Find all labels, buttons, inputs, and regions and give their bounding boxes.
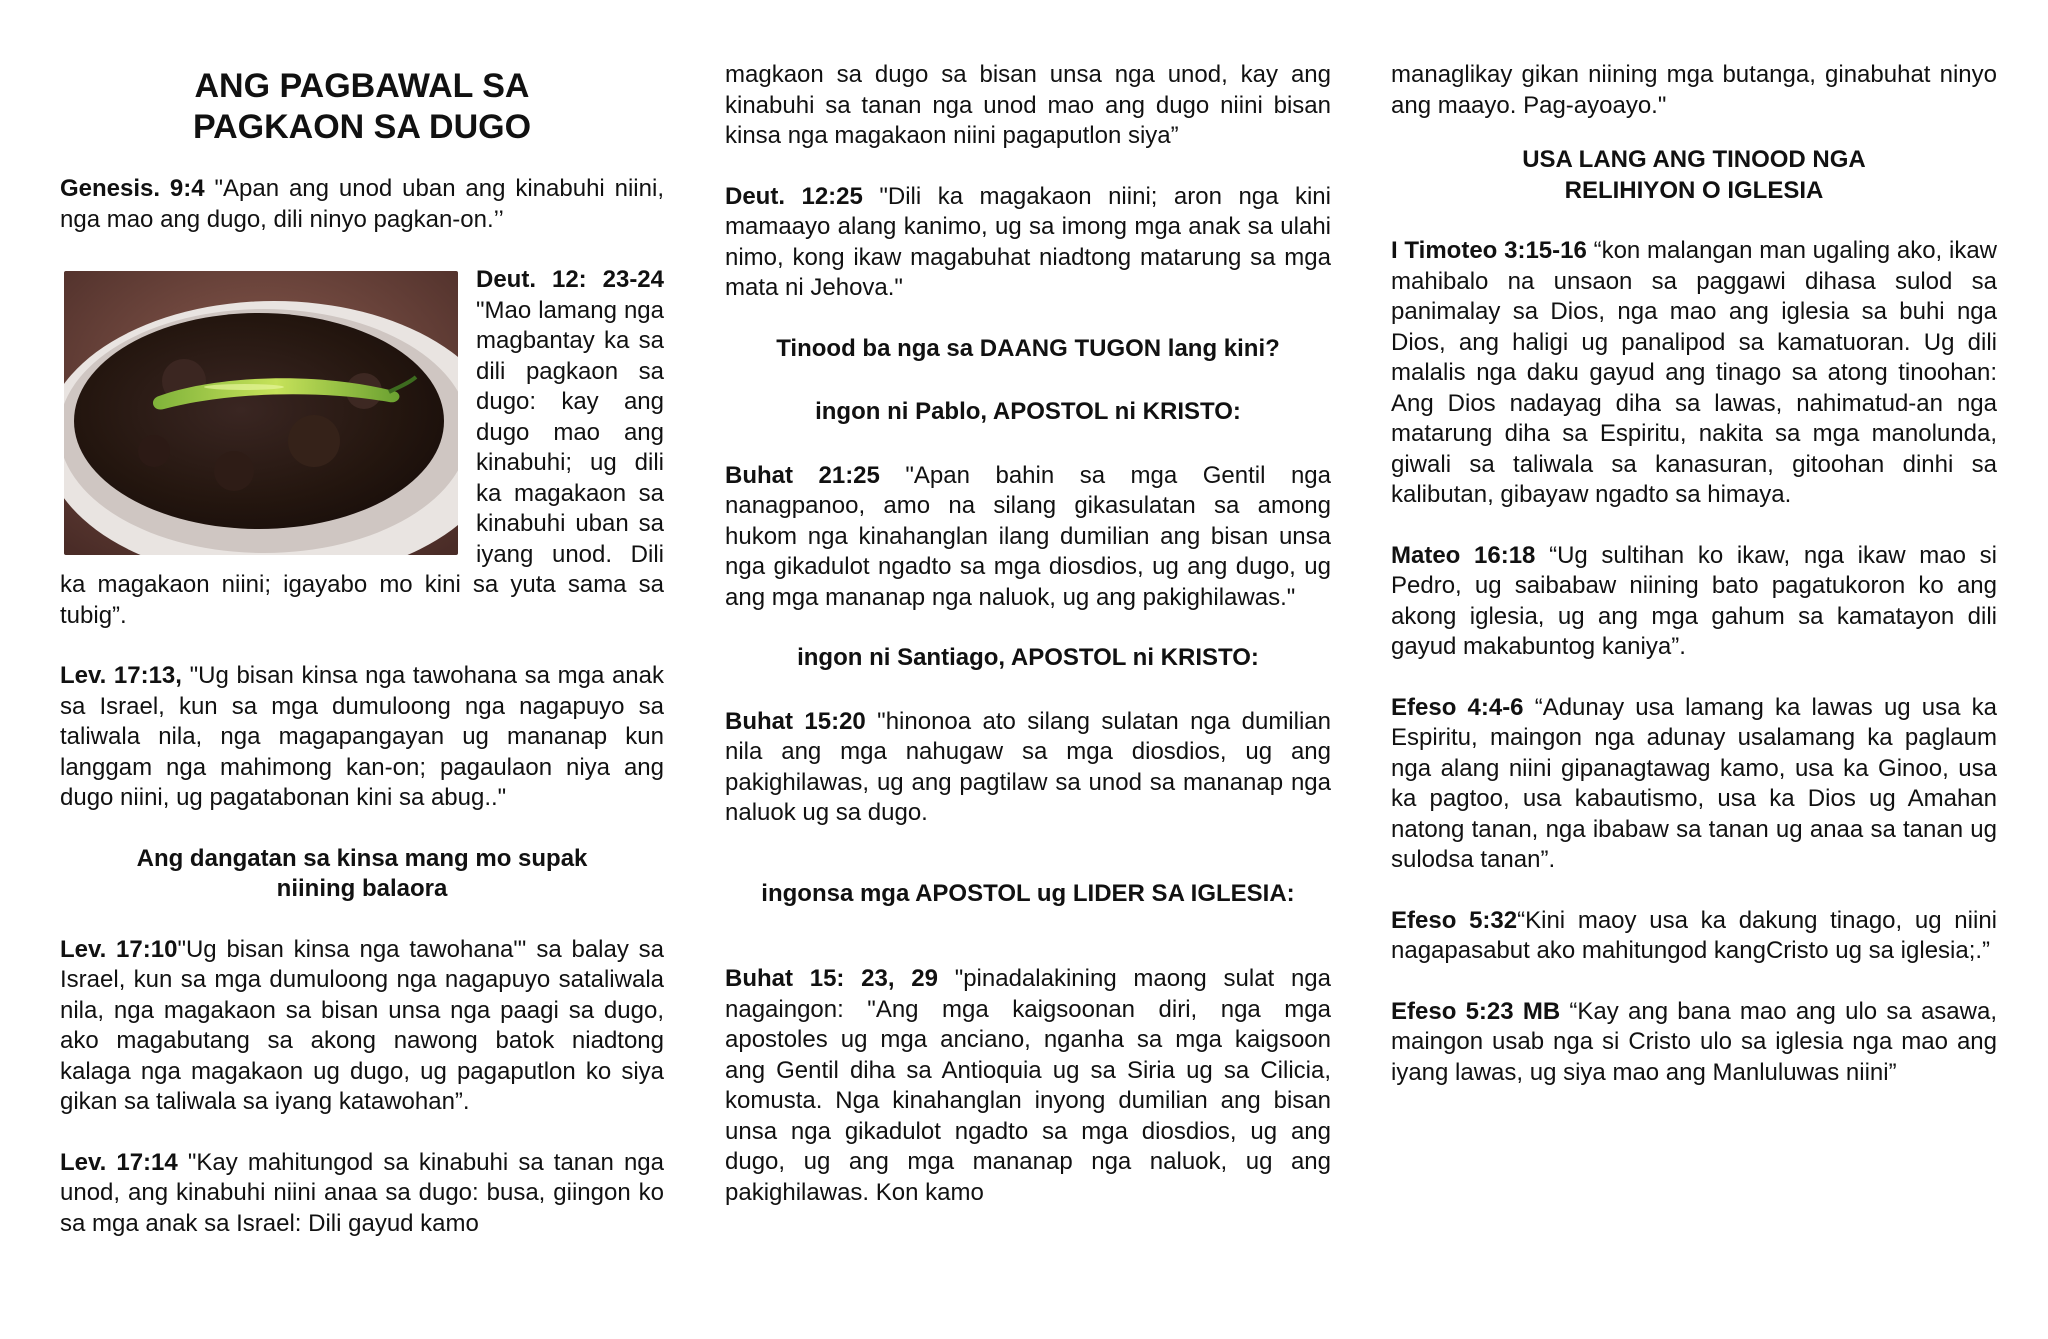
verse-reference: Buhat 15: 23, 29: [725, 965, 938, 992]
verse-lev-17-14: [60, 1148, 664, 1240]
section-heading-tinood: Tinood ba nga sa DAANG TUGON lang kini?: [776, 334, 1280, 362]
verse-timoteo: [1391, 236, 1997, 511]
verse-text: “Kay ang bana mao ang ulo sa asawa, maingon usab nga si Cristo ulo sa iglesia nga mao ang iyang lawas, ug siya mao ang Manluluwas niini”: [1391, 997, 1997, 1086]
verse-lev-17-13: [60, 661, 664, 814]
verse-reference: Lev. 17:10: [60, 935, 178, 963]
verse-reference: Mateo 16:18: [1391, 541, 1536, 569]
verse-reference: Lev. 17:13,: [60, 662, 182, 689]
verse-text: "pinadalakining maong sulat nga nagaingon: "Ang mga kaigsoonan diri, nga mga apostoles ug mga anciano, nganha sa mga kaigsoon ang Gentil diha sa Antioquia ug sa Siria ug sa Cilicia, komusta. Nga kinahanglan inyong dumilian ang bisan unsa nga gikadulot ngadto sa mga diosdios, ug ang dugo, ug ang mga mananap nga naluok, ug ang pakighilawas. Kon kamo: [725, 965, 1331, 1206]
verse-reference: Deut. 12:25: [725, 182, 863, 210]
verse-reference: Lev. 17:14: [60, 1148, 178, 1176]
verse-text: “Kini maoy usa ka dakung tinago, ug niini nagapasabut ako mahitungod kangCristo ug sa iglesia;.”: [1391, 906, 1997, 964]
verse-efeso-5-32: [1391, 906, 1997, 967]
verse-text: “Adunay usa lamang ka lawas ug usa ka Espiritu, maingon nga adunay usalamang ka paglaum nga alang niini gipanagtawag kamo, usa ka Ginoo, usa ka pagtoo, usa kabautismo, usa ka Dios ug Amahan natong tanan, nga ibabaw sa tanan ug anaa sa tanan ug sulodsa tanan”.: [1391, 693, 1997, 873]
verse-text: "Ug bisan kinsa nga tawohana sa mga anak sa Israel, kun sa mga dumuloong nga nagapuyo sa taliwala nila, nga magapangayan ug mananap kun langgam nga mahimong kan-on; pagaulaon niya ang dugo niini, ug pagatabonan kini sa abug..": [60, 662, 664, 811]
section-heading-dangatan: [60, 844, 664, 905]
verse-lev-17-10: [60, 935, 664, 1118]
verse-text: "Apan ang unod uban ang kinabuhi niini, nga mao ang dugo, dili ninyo pagkan-on.’’: [60, 175, 664, 233]
verse-efeso-5-23: [1391, 997, 1997, 1089]
verse-text: "Ug bisan kinsa nga tawohana"' sa balay sa Israel, kun sa mga dumuloong nga nagapuyo sataliwala nila, nga magakaon sa bisan unsa nga paagi sa dugo, ako magabutang sa akong nawong batok niadtong kalaga nga magakaon ug dugo, ug pagaputlon ko siya gikan sa taliwala sa iyang katawohan”.: [60, 935, 664, 1115]
verse-text: “kon malangan man ugaling ako, ikaw mahibalo na unsaon sa paggawi dihasa sulod sa panimalay sa Dios, nga mao ang iglesia sa buhi nga Dios, ang haligi ug panalipod sa kamatuoran. Ug dili malalis nga daku gayud ang tinago sa atong tinoohan: Ang Dios nadayag diha sa lawas, nahimatud-an nga matarung diha sa Espiritu, nakita sa mga manolunda, giwali sa taliwala sa kanasuran, gitoohan dinhi sa kalibutan, gibayaw ngadto sa himaya.: [1391, 237, 1997, 508]
verse-reference: Efeso 4:4-6: [1391, 693, 1524, 721]
verse-text: “Ug sultihan ko ikaw, nga ikaw mao si Pedro, ug saibabaw niining bato pagatukoron ko ang akong iglesia, ug ang mga gahum sa kamatayon dili gayud makabuntog kaniya”.: [1391, 541, 1998, 660]
verse-buhat-15-23: [725, 964, 1331, 1208]
verse-reference: Efeso 5:32: [1391, 906, 1518, 934]
verse-text: "Dili ka magakaon niini; aron nga kini mamaayo alang kanimo, ug sa imong mga anak sa ulahi nimo, kong ikaw magabuhat niadtong matarung sa mga mata ni Jehova.": [725, 182, 1331, 301]
heading-line-1: USA LANG ANG TINOOD NGA: [1522, 146, 1866, 173]
verse-reference: Genesis. 9:4: [60, 175, 205, 202]
heading-line-1: Ang dangatan sa kinsa mang mo supak: [136, 844, 588, 872]
verse-deut-12-23: [60, 265, 664, 631]
verse-reference: Buhat 21:25: [725, 461, 880, 489]
verse-continuation: magkaon sa dugo sa bisan unsa nga unod, kay ang kinabuhi sa tanan nga unod mao ang dugo niini bisan kinsa nga magakaon niini pagaputlon siya”: [725, 61, 1331, 149]
column-1: [60, 60, 664, 1269]
dinuguan-photo: [64, 271, 458, 555]
title-line-1: ANG PAGBAWAL SA: [194, 67, 530, 105]
column-3: [1391, 60, 1997, 1118]
heading-line-2: niining balaora: [276, 875, 448, 902]
section-heading-apostol: ingonsa mga APOSTOL ug LIDER SA IGLESIA:: [761, 879, 1295, 907]
verse-reference: I Timoteo 3:15-16: [1391, 237, 1587, 264]
verse-mateo: [1391, 541, 1997, 663]
verse-text: "Kay mahitungod sa kinabuhi sa tanan nga unod, ang kinabuhi niini anaa sa dugo: busa, giingon ko sa mga anak sa Israel: Dili gayud kamo: [60, 1148, 664, 1237]
verse-deut-12-25: [725, 182, 1331, 304]
document-title: [60, 66, 664, 148]
verse-genesis: [60, 174, 664, 235]
verse-reference: Efeso 5:23 MB: [1391, 997, 1561, 1025]
verse-reference: Deut. 12: 23-24: [476, 266, 664, 293]
verse-text: "Apan bahin sa mga Gentil nga nanagpanoo, amo na silang gikasulatan sa among hukom nga kinahanglan ilang dumilian ang bisan unsa nga gikadulot ngadto sa mga diosdios, ug ang dugo, ug ang mga mananap nga naluok, ug ang pakighilawas.": [725, 461, 1332, 611]
verse-text: "hinonoa ato silang sulatan nga dumilian nila ang mga nahugaw sa mga diosdios, ug ang pakighilawas, ug ang pagtilaw sa unod sa mananap nga naluok ug sa dugo.: [725, 707, 1332, 826]
verse-text: "Mao lamang nga magbantay ka sa dili pagkaon sa dugo: kay ang dugo mao ang kinabuhi; ug dili ka magakaon sa kinabuhi uban sa iyang unod. Dili ka magakaon niini; igayabo mo kini sa yuta sama sa tubig”.: [60, 296, 664, 629]
verse-reference: Buhat 15:20: [725, 707, 866, 735]
heading-line-2: RELIHIYON O IGLESIA: [1564, 176, 1824, 204]
section-heading-pablo: ingon ni Pablo, APOSTOL ni KRISTO:: [815, 398, 1241, 425]
verse-buhat-15-20: [725, 707, 1331, 829]
section-heading-santiago: ingon ni Santiago, APOSTOL ni KRISTO:: [797, 644, 1259, 671]
verse-efeso-4-4: [1391, 693, 1997, 876]
section-heading-usa-lang: [1391, 145, 1997, 206]
verse-continuation: managlikay gikan niining mga butanga, ginabuhat ninyo ang maayo. Pag-ayoayo.": [1391, 61, 1997, 119]
verse-buhat-21-25: [725, 461, 1331, 614]
column-2: [725, 60, 1331, 1238]
title-line-2: PAGKAON SA DUGO: [192, 108, 532, 146]
